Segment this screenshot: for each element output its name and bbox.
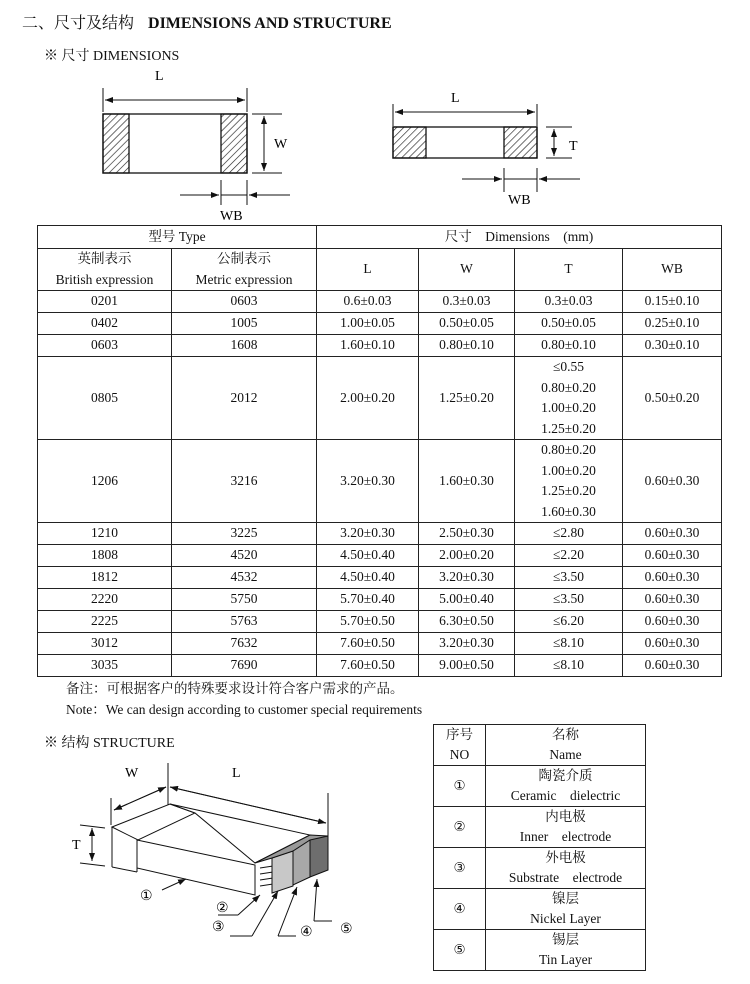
W-cell: 3.20±0.30 <box>419 567 515 589</box>
table-row <box>38 589 722 611</box>
WB-cell: 0.15±0.10 <box>623 291 722 313</box>
metric-cell: 5763 <box>172 611 317 633</box>
T-value: 1.60±0.30 <box>541 503 596 519</box>
page-title <box>22 10 392 33</box>
L-cell: 4.50±0.40 <box>317 545 419 567</box>
label-L: L <box>155 69 164 84</box>
WB-cell: 0.60±0.30 <box>623 589 722 611</box>
british-header <box>38 249 172 291</box>
note-en: Note：We can design according to customer special requirements <box>66 702 423 717</box>
T-value: 1.00±0.20 <box>541 462 596 478</box>
WB-cell: 0.50±0.20 <box>623 357 722 440</box>
no-header <box>434 725 486 766</box>
table-row <box>38 611 722 633</box>
L-cell: 5.70±0.50 <box>317 611 419 633</box>
structure-no: ④ <box>434 889 486 930</box>
british-cell: 2225 <box>38 611 172 633</box>
page-title-cn: 二、尺寸及结构 <box>22 15 135 32</box>
T-value: 0.80±0.10 <box>541 337 596 353</box>
metric-cell: 2012 <box>172 357 317 440</box>
label-T: T <box>72 838 81 853</box>
table-row <box>38 633 722 655</box>
structure-diagram <box>60 755 370 955</box>
marker-1: ① <box>140 889 153 904</box>
table-row <box>38 440 722 523</box>
WB-cell: 0.30±0.10 <box>623 335 722 357</box>
no-header-cn: 序号 <box>446 727 473 742</box>
british-cell: 1210 <box>38 523 172 545</box>
table-row <box>38 523 722 545</box>
col-header-WB: WB <box>623 249 722 291</box>
structure-heading: ※ 结构 STRUCTURE <box>44 736 175 751</box>
T-value: 1.25±0.20 <box>541 483 596 498</box>
structure-row <box>434 889 646 930</box>
T-value: 1.00±0.20 <box>541 400 596 415</box>
structure-no: ③ <box>434 848 486 889</box>
structure-name <box>486 807 646 848</box>
T-value: ≤3.50 <box>552 569 585 585</box>
dimensions-table <box>37 225 722 677</box>
structure-no: ① <box>434 766 486 807</box>
structure-name <box>486 930 646 971</box>
structure-name-cn: 内电极 <box>545 809 586 824</box>
british-cell: 3035 <box>38 655 172 677</box>
W-cell: 9.00±0.50 <box>419 655 515 677</box>
structure-row <box>434 807 646 848</box>
T-value: ≤3.50 <box>552 591 585 607</box>
british-cell: 0201 <box>38 291 172 313</box>
table-row <box>38 313 722 335</box>
L-cell: 3.20±0.30 <box>317 523 419 545</box>
metric-cell: 5750 <box>172 589 317 611</box>
L-cell: 0.6±0.03 <box>317 291 419 313</box>
british-cell: 0805 <box>38 357 172 440</box>
british-header-en: British expression <box>55 271 154 287</box>
table-row <box>38 655 722 677</box>
WB-cell: 0.60±0.30 <box>623 655 722 677</box>
L-cell: 3.20±0.30 <box>317 440 419 523</box>
british-cell: 2220 <box>38 589 172 611</box>
metric-cell: 7632 <box>172 633 317 655</box>
L-cell: 4.50±0.40 <box>317 567 419 589</box>
metric-cell: 7690 <box>172 655 317 677</box>
table-row <box>38 357 722 440</box>
T-value: 0.80±0.20 <box>541 379 596 395</box>
structure-name-en: Ceramic dielectric <box>510 788 621 803</box>
WB-cell: 0.60±0.30 <box>623 633 722 655</box>
T-value: 0.3±0.03 <box>544 293 593 309</box>
col-header-T: T <box>515 249 623 291</box>
W-cell: 6.30±0.50 <box>419 611 515 633</box>
W-cell: 0.80±0.10 <box>419 335 515 357</box>
structure-no: ⑤ <box>434 930 486 971</box>
structure-row <box>434 848 646 889</box>
metric-cell: 4520 <box>172 545 317 567</box>
dimensions-heading: ※ 尺寸 DIMENSIONS <box>44 49 180 64</box>
metric-header-en: Metric expression <box>195 271 293 287</box>
L-cell: 1.00±0.05 <box>317 313 419 335</box>
T-cell <box>515 335 623 357</box>
label-L: L <box>232 766 241 781</box>
L-cell: 5.70±0.40 <box>317 589 419 611</box>
T-cell <box>515 589 623 611</box>
T-value: 0.80±0.20 <box>541 442 596 457</box>
marker-3: ③ <box>212 920 225 935</box>
T-cell <box>515 567 623 589</box>
WB-cell: 0.60±0.30 <box>623 611 722 633</box>
structure-name-en: Tin Layer <box>538 952 593 967</box>
metric-header <box>172 249 317 291</box>
dimensions-header: 尺寸 Dimensions (mm) <box>317 226 722 249</box>
label-W: W <box>274 137 288 152</box>
metric-cell: 1005 <box>172 313 317 335</box>
T-value: ≤8.10 <box>552 635 585 651</box>
label-T: T <box>569 139 578 154</box>
T-cell <box>515 523 623 545</box>
T-cell <box>515 291 623 313</box>
T-value: ≤8.10 <box>552 657 585 673</box>
structure-no: ② <box>434 807 486 848</box>
T-cell <box>515 633 623 655</box>
WB-cell: 0.60±0.30 <box>623 545 722 567</box>
label-L: L <box>451 91 460 106</box>
label-WB: WB <box>508 193 531 208</box>
table-row <box>38 545 722 567</box>
structure-name-en: Nickel Layer <box>530 911 601 926</box>
L-cell: 1.60±0.10 <box>317 335 419 357</box>
W-cell: 0.3±0.03 <box>419 291 515 313</box>
structure-name <box>486 889 646 930</box>
structure-name <box>486 848 646 889</box>
structure-row <box>434 766 646 807</box>
name-header <box>486 725 646 766</box>
T-value: ≤2.20 <box>552 547 585 563</box>
metric-header-cn: 公制表示 <box>217 251 271 266</box>
WB-cell: 0.60±0.30 <box>623 440 722 523</box>
WB-cell: 0.25±0.10 <box>623 313 722 335</box>
page-title-en: DIMENSIONS AND STRUCTURE <box>148 15 392 32</box>
T-value: ≤0.55 <box>552 359 585 374</box>
W-cell: 2.50±0.30 <box>419 523 515 545</box>
metric-cell: 3225 <box>172 523 317 545</box>
side-view-diagram <box>380 80 600 210</box>
structure-name-en: Inner electrode <box>519 829 612 844</box>
W-cell: 3.20±0.30 <box>419 633 515 655</box>
WB-cell: 0.60±0.30 <box>623 567 722 589</box>
marker-2: ② <box>216 901 229 916</box>
T-value: 0.50±0.05 <box>541 315 596 331</box>
T-value: 1.25±0.20 <box>541 420 596 436</box>
british-cell: 1808 <box>38 545 172 567</box>
no-header-en: NO <box>449 747 470 762</box>
T-cell <box>515 313 623 335</box>
structure-name-cn: 外电极 <box>545 850 586 865</box>
structure-name-cn: 陶瓷介质 <box>538 768 593 783</box>
T-cell <box>515 655 623 677</box>
structure-name-cn: 锡层 <box>552 932 579 947</box>
type-header: 型号 Type <box>38 226 317 249</box>
structure-row <box>434 930 646 971</box>
british-cell: 0603 <box>38 335 172 357</box>
british-cell: 1206 <box>38 440 172 523</box>
top-view-diagram <box>80 60 310 225</box>
T-cell <box>515 440 623 523</box>
T-value: ≤2.80 <box>552 525 585 541</box>
col-header-L: L <box>317 249 419 291</box>
L-cell: 7.60±0.50 <box>317 633 419 655</box>
structure-name-cn: 镍层 <box>552 891 579 906</box>
table-row <box>38 291 722 313</box>
name-header-en: Name <box>549 747 582 762</box>
L-cell: 7.60±0.50 <box>317 655 419 677</box>
L-cell: 2.00±0.20 <box>317 357 419 440</box>
structure-table <box>433 724 646 971</box>
british-cell: 3012 <box>38 633 172 655</box>
W-cell: 1.25±0.20 <box>419 357 515 440</box>
metric-cell: 1608 <box>172 335 317 357</box>
T-cell <box>515 545 623 567</box>
marker-5: ⑤ <box>340 922 353 937</box>
structure-name-en: Substrate electrode <box>508 870 623 885</box>
metric-cell: 4532 <box>172 567 317 589</box>
british-cell: 1812 <box>38 567 172 589</box>
W-cell: 2.00±0.20 <box>419 545 515 567</box>
table-row <box>38 335 722 357</box>
metric-cell: 0603 <box>172 291 317 313</box>
metric-cell: 3216 <box>172 440 317 523</box>
table-row <box>38 567 722 589</box>
marker-4: ④ <box>300 925 313 940</box>
WB-cell: 0.60±0.30 <box>623 523 722 545</box>
british-header-cn: 英制表示 <box>77 251 132 266</box>
name-header-cn: 名称 <box>552 727 579 742</box>
T-cell <box>515 611 623 633</box>
W-cell: 1.60±0.30 <box>419 440 515 523</box>
note-cn: 备注：可根据客户的特殊要求设计符合客户需求的产品。 <box>66 681 404 696</box>
british-cell: 0402 <box>38 313 172 335</box>
T-value: ≤6.20 <box>552 613 585 629</box>
col-header-W: W <box>419 249 515 291</box>
structure-name <box>486 766 646 807</box>
label-WB: WB <box>220 209 243 224</box>
W-cell: 5.00±0.40 <box>419 589 515 611</box>
W-cell: 0.50±0.05 <box>419 313 515 335</box>
label-W: W <box>125 766 139 781</box>
T-cell <box>515 357 623 440</box>
